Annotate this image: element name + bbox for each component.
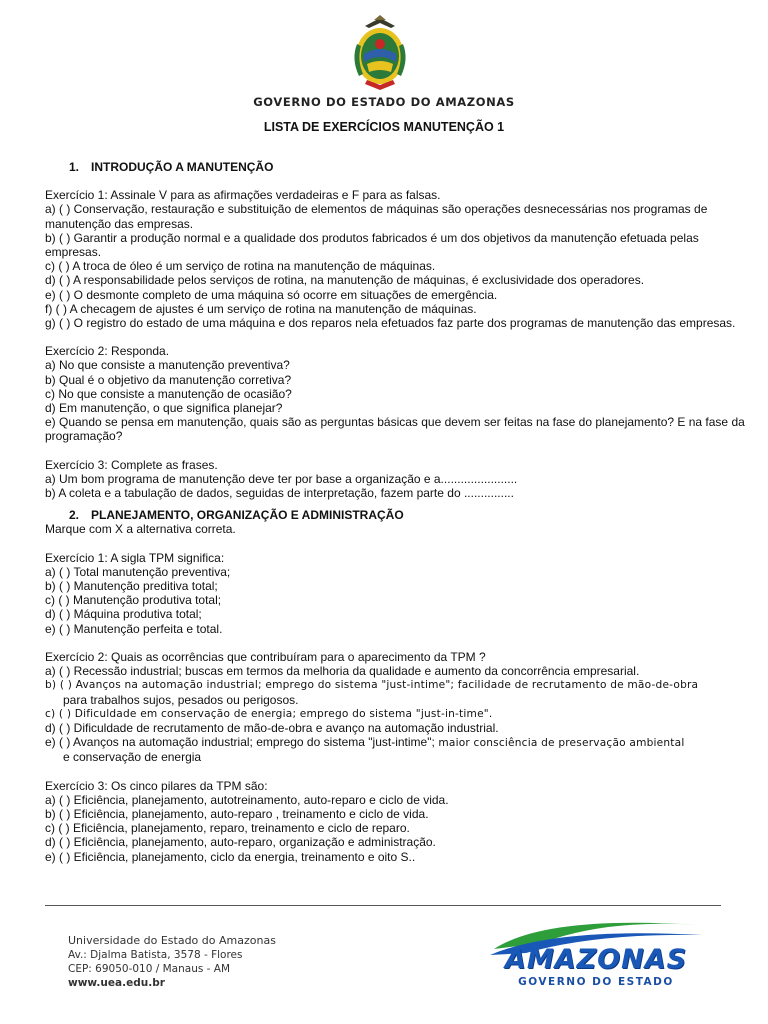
coat-of-arms-icon [345,14,415,94]
footer-divider [45,905,721,906]
footer-address [68,934,276,990]
exercise-1-1 [45,188,745,330]
list-item: d) ( ) Eficiência, planejamento, auto-reparo, organização e administração. [45,835,436,850]
list-item-continuation: e conservação de energia [63,750,202,765]
list-item: a) ( ) Recessão industrial; buscas em termos da melhoria da qualidade e aumento da concorrência empresarial. [45,664,640,679]
list-item: a) No que consiste a manutenção preventiva? [45,358,290,373]
list-item: a) ( ) Total manutenção preventiva; [45,564,231,579]
list-item: c) ( ) Dificuldade em conservação de energia; emprego do sistema "just-in-time". [45,707,493,720]
street-address: Av.: Djalma Batista, 3578 - Flores [68,949,243,961]
section-heading-1: 1. INTRODUÇÃO A MANUTENÇÃO [69,160,274,174]
exercise-intro: Exercício 2: Quais as ocorrências que contribuíram para o aparecimento da TPM ? [45,649,486,664]
list-item: d) Em manutenção, o que significa planejar? [45,401,283,416]
exercise-2-2 [45,650,745,765]
website-link[interactable]: www.uea.edu.br [68,977,165,989]
exercise-intro: Exercício 2: Responda. [45,344,170,359]
list-item: c) ( ) Eficiência, planejamento, reparo, treinamento e ciclo de reparo. [45,821,410,836]
list-item: a) ( ) Conservação, restauração e substituição de elementos de máquinas são operações desnecessárias nos programas de manutenção das empresas. [45,202,708,231]
list-item: c) No que consiste a manutenção de ocasião? [45,386,292,401]
list-item: e) ( ) O desmonte completo de uma máquina só ocorre em situações de emergência. [45,287,498,302]
list-item: b) ( ) Avanços na automação industrial; emprego do sistema "just-intime"; facilidade de recrutamento de mão-de-obra [45,679,699,692]
exercise-2-1 [45,551,745,636]
list-item: e) ( ) Manutenção perfeita e total. [45,621,223,636]
list-item: c) ( ) A troca de óleo é um serviço de rotina na manutenção de máquinas. [45,259,436,274]
section-instruction: Marque com X a alternativa correta. [45,522,236,537]
exercise-1-3 [45,458,745,501]
list-item: g) ( ) O registro do estado de uma máquina e dos reparos nela efetuados faz parte dos programas de manutenção das empresas. [45,316,736,331]
page-title: LISTA DE EXERCÍCIOS MANUTENÇÃO 1 [263,120,505,134]
list-item: a) ( ) Eficiência, planejamento, autotreinamento, auto-reparo e ciclo de vida. [45,792,449,807]
exercise-1-2 [45,344,745,443]
list-item: e) ( ) Avanços na automação industrial; emprego do sistema "just-intime"; maior consciência de preservação ambiental [45,735,685,750]
list-item: b) Qual é o objetivo da manutenção corretiva? [45,372,292,387]
list-item-continuation: para trabalhos sujos, pesados ou perigosos. [63,692,299,707]
list-item: f) ( ) A checagem de ajustes é um serviço de rotina na manutenção de máquinas. [45,301,477,316]
document-body [45,160,745,864]
list-item: b) ( ) Garantir a produção normal e a qualidade dos produtos fabricados é um dos objetivos da manutenção efetuada pelas empresas. [45,230,699,260]
exercise-intro: Exercício 1: A sigla TPM significa: [45,550,225,565]
government-title: GOVERNO DO ESTADO DO AMAZONAS [253,95,515,109]
list-item: c) ( ) Manutenção produtiva total; [45,593,222,608]
amazonas-logo-subtitle: GOVERNO DO ESTADO [518,976,674,988]
list-item: b) ( ) Eficiência, planejamento, auto-reparo , treinamento e ciclo de vida. [45,806,429,821]
list-item: d) ( ) Máquina produtiva total; [45,607,202,622]
amazonas-logo-wordmark: AMAZONAS [504,944,688,975]
list-item: a) Um bom programa de manutenção deve ter por base a organização e a....................... [45,471,518,486]
list-item: b) A coleta e a tabulação de dados, seguidas de interpretação, fazem parte do ............... [45,486,514,501]
university-name: Universidade do Estado do Amazonas [68,934,276,947]
section-heading-2: 2. PLANEJAMENTO, ORGANIZAÇÃO E ADMINISTRAÇÃO [69,508,404,523]
list-item: d) ( ) A responsabilidade pelos serviços de rotina, na manutenção de máquinas, é exclusividade dos operadores. [45,273,645,288]
exercise-intro: Exercício 3: Complete as frases. [45,457,218,472]
list-item: d) ( ) Dificuldade de recrutamento de mão-de-obra e avanço na automação industrial. [45,720,499,735]
exercise-2-3 [45,779,745,864]
postal-code: CEP: 69050-010 / Manaus - AM [68,963,231,975]
list-item: e) Quando se pensa em manutenção, quais são as perguntas básicas que devem ser feitas na fase do planejamento? E na fase da programação? [45,415,745,444]
exercise-intro: Exercício 1: Assinale V para as afirmações verdadeiras e F para as falsas. [45,188,441,203]
exercise-intro: Exercício 3: Os cinco pilares da TPM são: [45,778,268,793]
list-item: e) ( ) Eficiência, planejamento, ciclo da energia, treinamento e oito S.. [45,849,416,864]
list-item: b) ( ) Manutenção preditiva total; [45,579,218,594]
